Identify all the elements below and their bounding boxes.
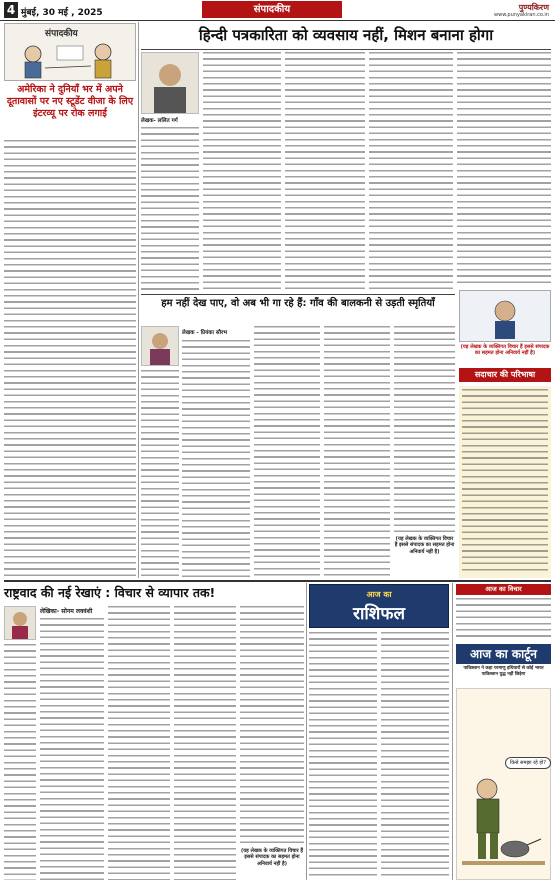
article-national-disclaimer: (यह लेखक के व्यक्तिगत विचार हैं इससे संपादक का सहमत होना अनिवार्य नहीं है) <box>240 848 304 867</box>
letters-body <box>456 598 551 640</box>
article-village-byline: लेखक - प्रियंका सौरभ <box>182 330 228 336</box>
cartoon2-caption: पाकिस्तान ने कहा परमाणु हथियारों से कोई भारत पाकिस्तान युद्ध नहीं छिड़ेगा <box>463 666 544 677</box>
editorial-cartoon-box <box>459 290 551 342</box>
article-national-col-2 <box>108 606 170 880</box>
article-main-col-1 <box>141 127 199 292</box>
section-title: संपादकीय <box>202 1 342 18</box>
cartoon2-illustration <box>456 688 551 880</box>
article-left-body-2 <box>4 345 136 577</box>
article-main-col-2 <box>203 52 281 292</box>
article-main-col-3 <box>285 52 365 292</box>
article-national-headline: राष्ट्रवाद की नई रेखाएं : विचार से व्यापार तक! <box>4 585 216 600</box>
article-village-headline: हम नहीं देख पाए, वो अब भी गा रहे हैं: गाँव की बालकनी से उड़ती स्मृतियाँ <box>161 298 435 309</box>
article-village-photo <box>141 326 179 366</box>
article-main-col-4 <box>369 52 453 292</box>
article-national-photo <box>4 606 36 640</box>
horoscope-banner <box>309 584 449 628</box>
article-national-byline: लेखिका- सोनम लववंशी <box>40 608 93 615</box>
article-main-byline: लेखक- ललित गर्ग <box>141 118 178 124</box>
article-left-body <box>4 140 136 340</box>
article-left-headline: अमेरिका ने दुनियाँ भर में अपने दूतावासों पर नए स्टूडेंट वीजा के लिए इंटरव्यू पर रोक लगाई <box>6 84 134 119</box>
horoscope-col-1 <box>309 632 377 880</box>
page-number: 4 <box>4 2 18 18</box>
cartoon-illustration <box>5 40 135 80</box>
editorial-box-body <box>459 386 551 578</box>
horoscope-title-big: राशिफल <box>353 604 405 624</box>
cartoon2-speech-bubble: किसे समझा रहे हो? <box>505 757 551 769</box>
article-village-col-1 <box>182 340 250 578</box>
article-village-disclaimer: (यह लेखक के व्यक्तिगत विचार हैं इससे संपादक का सहमत होना अनिवार्य नहीं है) <box>394 536 455 555</box>
horoscope-title-small: आज का <box>366 590 392 599</box>
newspaper-brand: पुण्यकिरण <box>518 3 549 12</box>
cartoon2-title: आज का कार्टून <box>456 644 551 664</box>
divider <box>141 49 551 50</box>
editorial-box-disclaimer: (यह लेखक के व्यक्तिगत विचार हैं इससे संपादक का सहमत होना अनिवार्य नहीं है) <box>460 344 550 357</box>
article-village-col-2 <box>254 326 320 578</box>
page-header <box>0 0 555 21</box>
editorial-cartoon <box>4 23 136 81</box>
article-national-col-3 <box>174 606 236 880</box>
letters-title: आज का विचार <box>456 584 551 595</box>
article-national-col-0 <box>4 644 36 880</box>
article-village-col-4 <box>394 326 455 532</box>
website-url[interactable]: www.punyakiran.co.in <box>494 12 549 18</box>
article-village-col-0 <box>141 370 179 578</box>
cartoon-title: संपादकीय <box>45 29 78 39</box>
article-village-col-3 <box>324 326 390 578</box>
article-main-col-5 <box>457 52 551 287</box>
issue-date: मुंबई, 30 मई , 2025 <box>21 8 103 18</box>
article-national-col-1 <box>40 618 104 880</box>
article-main-headline: हिन्दी पत्रकारिता को व्यवसाय नहीं, मिशन बनाना होगा <box>198 26 494 44</box>
article-main-photo <box>141 52 199 114</box>
horoscope-col-2 <box>381 632 449 880</box>
article-national-col-4 <box>240 606 304 846</box>
editorial-box-title: सदाचार की परिभाषा <box>459 368 551 382</box>
